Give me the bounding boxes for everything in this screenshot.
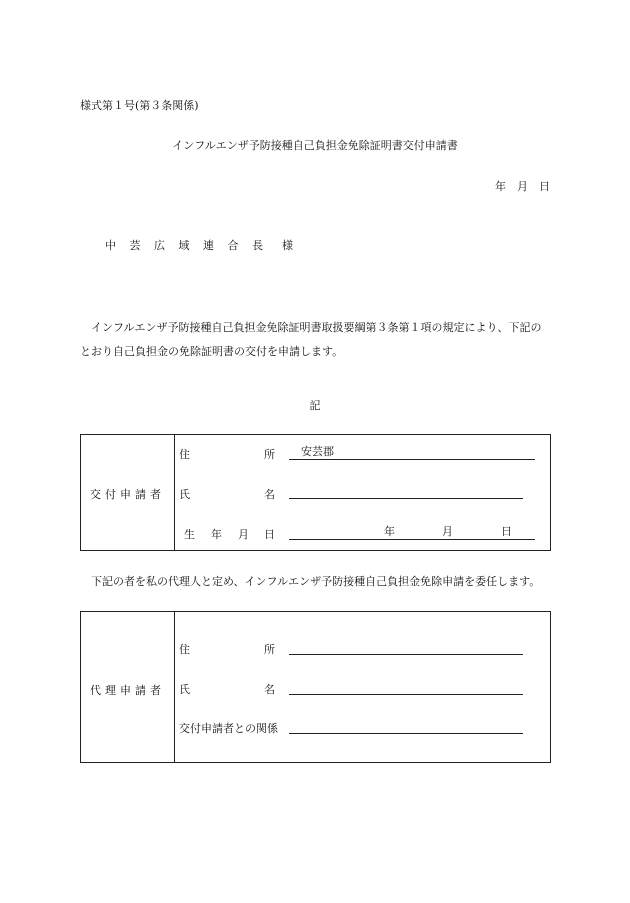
name-label-second: 名 <box>264 488 275 501</box>
birth-month-unit: 月 <box>442 525 453 538</box>
agent-address-label-second: 所 <box>264 643 275 656</box>
date-line: 年 月 日 <box>495 180 550 193</box>
agent-name-field[interactable] <box>289 680 523 695</box>
applicant-address-value: 安芸郡 <box>301 445 334 458</box>
agent-heading: 代理申請者 <box>90 684 165 697</box>
agent-address-label-first: 住 <box>179 643 190 656</box>
agent-table <box>80 611 551 763</box>
delegation-paragraph: 下記の者を私の代理人と定め、インフルエンザ予防接種自己負担金免除申請を委任します。 <box>91 575 541 588</box>
birth-day-unit: 日 <box>501 525 512 538</box>
relation-label: 交付申請者との関係 <box>179 722 278 735</box>
relation-field[interactable] <box>289 719 523 734</box>
birth-label-3: 月 <box>238 528 249 541</box>
document-title: インフルエンザ予防接種自己負担金免除証明書交付申請書 <box>172 139 458 152</box>
agent-address-field[interactable] <box>289 640 523 655</box>
applicant-address-field[interactable] <box>289 445 535 460</box>
name-label-first: 氏 <box>179 488 190 501</box>
ki-heading: 記 <box>309 399 321 412</box>
agent-heading-cell <box>81 612 175 762</box>
address-label-first: 住 <box>179 448 190 461</box>
addressee-honorific: 様 <box>281 239 298 252</box>
address-label-second: 所 <box>264 448 275 461</box>
birth-label-4: 日 <box>264 528 275 541</box>
agent-name-label-second: 名 <box>264 683 275 696</box>
applicant-name-field[interactable] <box>289 484 523 499</box>
addressee-name: 中 芸 広 域 連 合 長 <box>105 239 268 252</box>
agent-name-label-first: 氏 <box>179 683 190 696</box>
birth-date-field[interactable] <box>289 525 535 540</box>
birth-year-unit: 年 <box>384 525 395 538</box>
request-paragraph: インフルエンザ予防接種自己負担金免除証明書取扱要綱第３条第１項の規定により、下記のとおり自己負担金の免除証明書の交付を申請します。 <box>80 321 542 358</box>
addressee <box>105 237 298 253</box>
form-number: 様式第１号(第３条関係) <box>80 99 199 112</box>
birth-label-1: 生 <box>184 528 195 541</box>
applicant-heading: 交付申請者 <box>90 488 165 501</box>
applicant-table <box>80 434 551 551</box>
birth-label-2: 年 <box>211 528 222 541</box>
applicant-heading-cell <box>81 435 175 550</box>
